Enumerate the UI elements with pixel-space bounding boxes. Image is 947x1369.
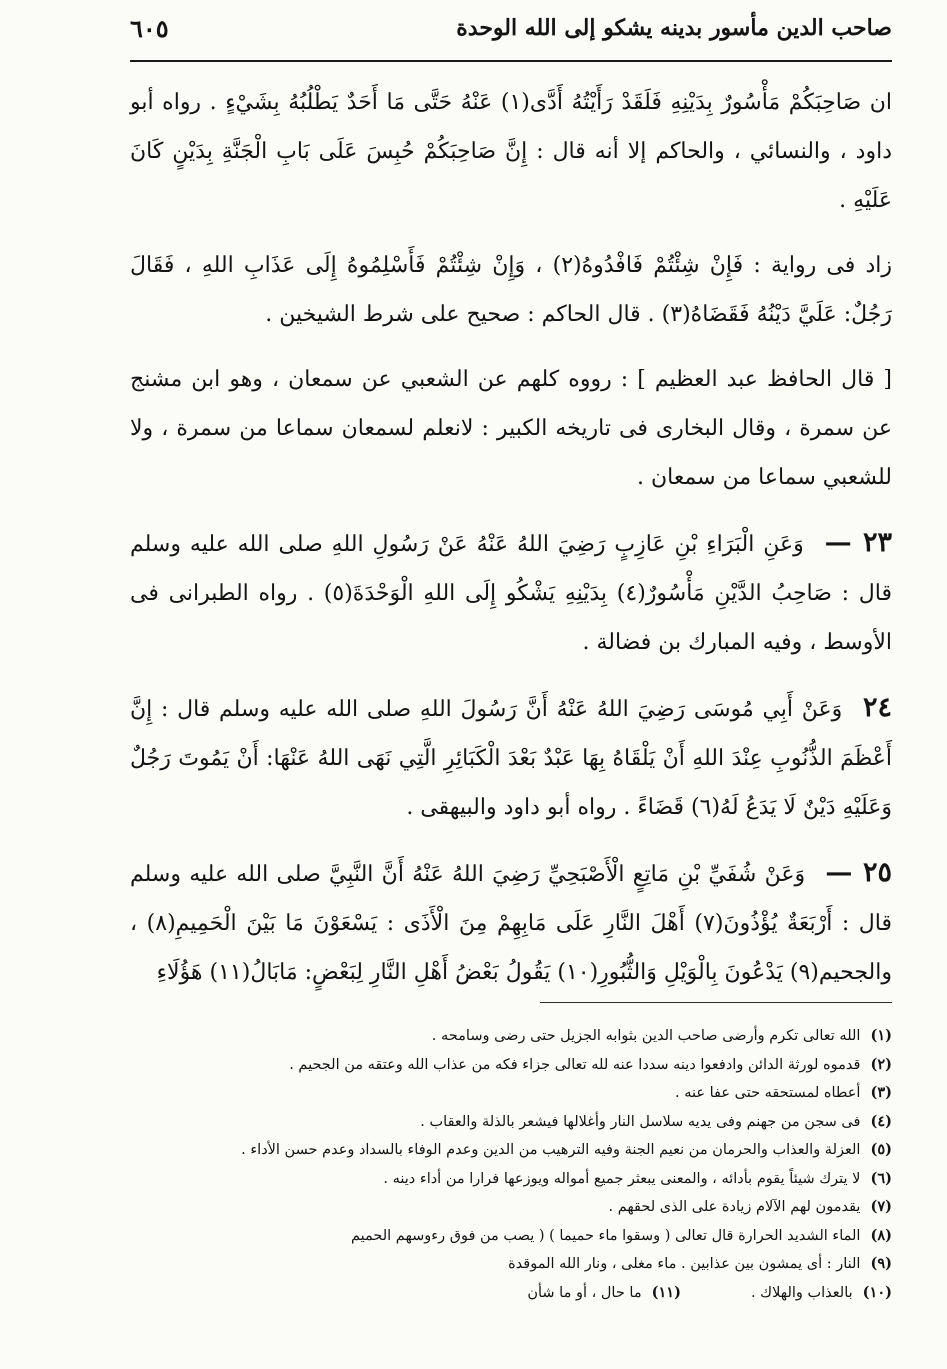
page-number: ٦٠٥ — [130, 13, 169, 43]
footnote-divider — [540, 1002, 892, 1003]
footnote-number: (١١) — [651, 1283, 681, 1301]
footnote-number: (٧) — [870, 1198, 892, 1215]
footnote-number: (٢) — [870, 1055, 892, 1073]
footnote-text: ما حال ، أو ما شأن — [527, 1284, 642, 1301]
footnote — [130, 1136, 892, 1165]
footnote — [130, 1108, 892, 1137]
footnote-number: (١٠) — [862, 1283, 892, 1301]
footnote-number: (٣) — [870, 1084, 892, 1101]
footnote-row — [130, 1279, 892, 1308]
footnote-text: قدموه لورثة الدائن وادفعوا دينه سددا عنه لله تعالى جزاء فكه من عذاب الله وعتقه من الجحيم . — [289, 1056, 861, 1073]
header-divider — [130, 60, 892, 62]
footnote-number: (٥) — [870, 1141, 892, 1158]
footnote-number: (٨) — [870, 1226, 892, 1244]
hadith-text: وَعَنْ شُفَيِّ بْنِ مَاتِعٍ الْأَصْبَحِيِّ رَضِيَ اللهُ عَنْهُ أَنَّ النَّبِيَّ صلى الله عليه وسلم قال : أَرْبَعَةٌ يُؤْذُونَ(٧) أَهْلَ النَّارِ عَلَى مَابِهِمْ مِنَ الْأَذَى : يَسْعَوْنَ مَا بَيْنَ الْحَمِيمِ(٨) ، والجحيم(٩) يَدْعُونَ بِالْوَيْلِ وَالثُّبُورِ(١٠) يَقُولُ بَعْضُ أَهْلِ النَّارِ لِبَعْضٍ: مَابَالُ(١١) هَؤُلَاءِ — [130, 862, 893, 985]
footnote-number: (٤) — [870, 1112, 892, 1130]
hadith-text: وَعَنْ أَبِي مُوسَى رَضِيَ اللهُ عَنْهُ أَنَّ رَسُولَ اللهِ صلى الله عليه وسلم قال : إِنَّ أَعْظَمَ الذُّنُوبِ عِنْدَ اللهِ أَنْ يَلْقَاهُ بِهَا عَبْدٌ بَعْدَ الْكَبَائِرِ الَّتِي نَهَى اللهُ عَنْهَا: أَنْ يَمُوتَ رَجُلٌ وَعَلَيْهِ دَيْنٌ لَا يَدَعُ لَهُ(٦) قَضَاءً . رواه أبو داود والبيهقى . — [130, 697, 892, 820]
hadith-number: ٢٣ — — [824, 527, 892, 558]
footnote — [130, 1222, 892, 1251]
footnote-text: الماء الشديد الحرارة قال تعالى ( وسقوا ماء حميما ) ( يصب من فوق رءوسهم الحميم — [350, 1227, 861, 1244]
hadith-entry — [130, 518, 892, 667]
hadith-entry — [130, 848, 892, 997]
footnote — [130, 1079, 892, 1108]
footnote-number: (٦) — [870, 1169, 892, 1187]
hadith-number: ٢٥ — — [825, 857, 892, 888]
footnote-text: أعطاه لمستحقه حتى عفا عنه . — [674, 1085, 861, 1101]
footnote — [130, 1193, 892, 1222]
hadith-number: ٢٤ — [862, 692, 892, 723]
footnote — [130, 1250, 892, 1279]
footnote-text: لا يترك شيئاً يقوم بأدائه ، والمعنى يبعثر جميع أمواله ويوزعها فرارا من أداء دينه . — [383, 1170, 861, 1187]
footnote-text: العزلة والعذاب والحرمان من نعيم الجنة وفيه الترهيب من الدين وعدم الوفاء بالسداد وعدم حسن الأداء . — [241, 1142, 861, 1158]
paragraph: [ قال الحافظ عبد العظيم ] : رووه كلهم عن الشعبي عن سمعان ، وهو ابن مشنج عن سمرة ، وقال البخارى فى تاريخه الكبير : لانعلم لسمعان سماعا من سمرة ، ولا للشعبي سماعا من سمعان . — [130, 367, 892, 490]
header-title: صاحب الدين مأسور بدينه يشكو إلى الله الوحدة — [456, 15, 892, 41]
footnote-text: يقدمون لهم الآلام زيادة على الذى لحقهم . — [608, 1199, 861, 1215]
footnote-text: النار : أى يمشون بين عذابين . ماء مغلى ، ونار الله الموقدة — [508, 1256, 861, 1272]
footnote-text: بالعذاب والهلاك . — [750, 1284, 853, 1301]
footnote-number: (٩) — [870, 1255, 892, 1272]
hadith-entry — [130, 683, 892, 832]
footnote — [527, 1279, 681, 1308]
footnote — [130, 1051, 892, 1080]
main-text — [130, 78, 892, 1013]
footnote-number: (١) — [870, 1027, 892, 1044]
paragraph: ان صَاحِبَكُمْ مَأْسُورٌ بِدَيْنِهِ فَلَقَدْ رَأَيْتُهُ أَدَّى(١) عَنْهُ حَتَّى مَا أَحَدٌ يَطْلُبُهُ بِشَيْءٍ . رواه أبو داود ، والنسائي ، والحاكم إلا أنه قال : إِنَّ صَاحِبَكُمْ حُبِسَ عَلَى بَابِ الْجَنَّةِ بِدَيْنٍ كَانَ عَلَيْهِ . — [130, 90, 893, 213]
footnote — [130, 1165, 892, 1194]
footnote — [130, 1022, 892, 1051]
hadith-text: وَعَنِ الْبَرَاءِ بْنِ عَازِبٍ رَضِيَ اللهُ عَنْهُ عَنْ رَسُولِ اللهِ صلى الله عليه وسلم قال : صَاحِبُ الدَّيْنِ مَأْسُورٌ(٤) بِدَيْنِهِ يَشْكُو إِلَى اللهِ الْوَحْدَةَ(٥) . رواه الطبرانى فى الأوسط ، وفيه المبارك بن فضالة . — [130, 532, 892, 655]
footnote — [751, 1279, 892, 1308]
footnote-text: الله تعالى تكرم وأرضى صاحب الدين بثوابه الجزيل حتى رضى وسامحه . — [431, 1028, 861, 1044]
footnote-text: فى سجن من جهنم وفى يديه سلاسل النار وأغلالها فيشعر بالذلة والعقاب . — [420, 1113, 861, 1130]
footnotes — [130, 1022, 892, 1307]
paragraph: زاد فى رواية : فَإِنْ شِئْتُمْ فَافْدُوهُ(٢) ، وَإِنْ شِئْتُمْ فَأَسْلِمُوهُ إِلَى عَذَابِ اللهِ ، فَقَالَ رَجُلٌ: عَلَيَّ دَيْنُهُ فَقَضَاهُ(٣) . قال الحاكم : صحيح على شرط الشيخين . — [130, 253, 892, 327]
running-header — [130, 6, 892, 50]
